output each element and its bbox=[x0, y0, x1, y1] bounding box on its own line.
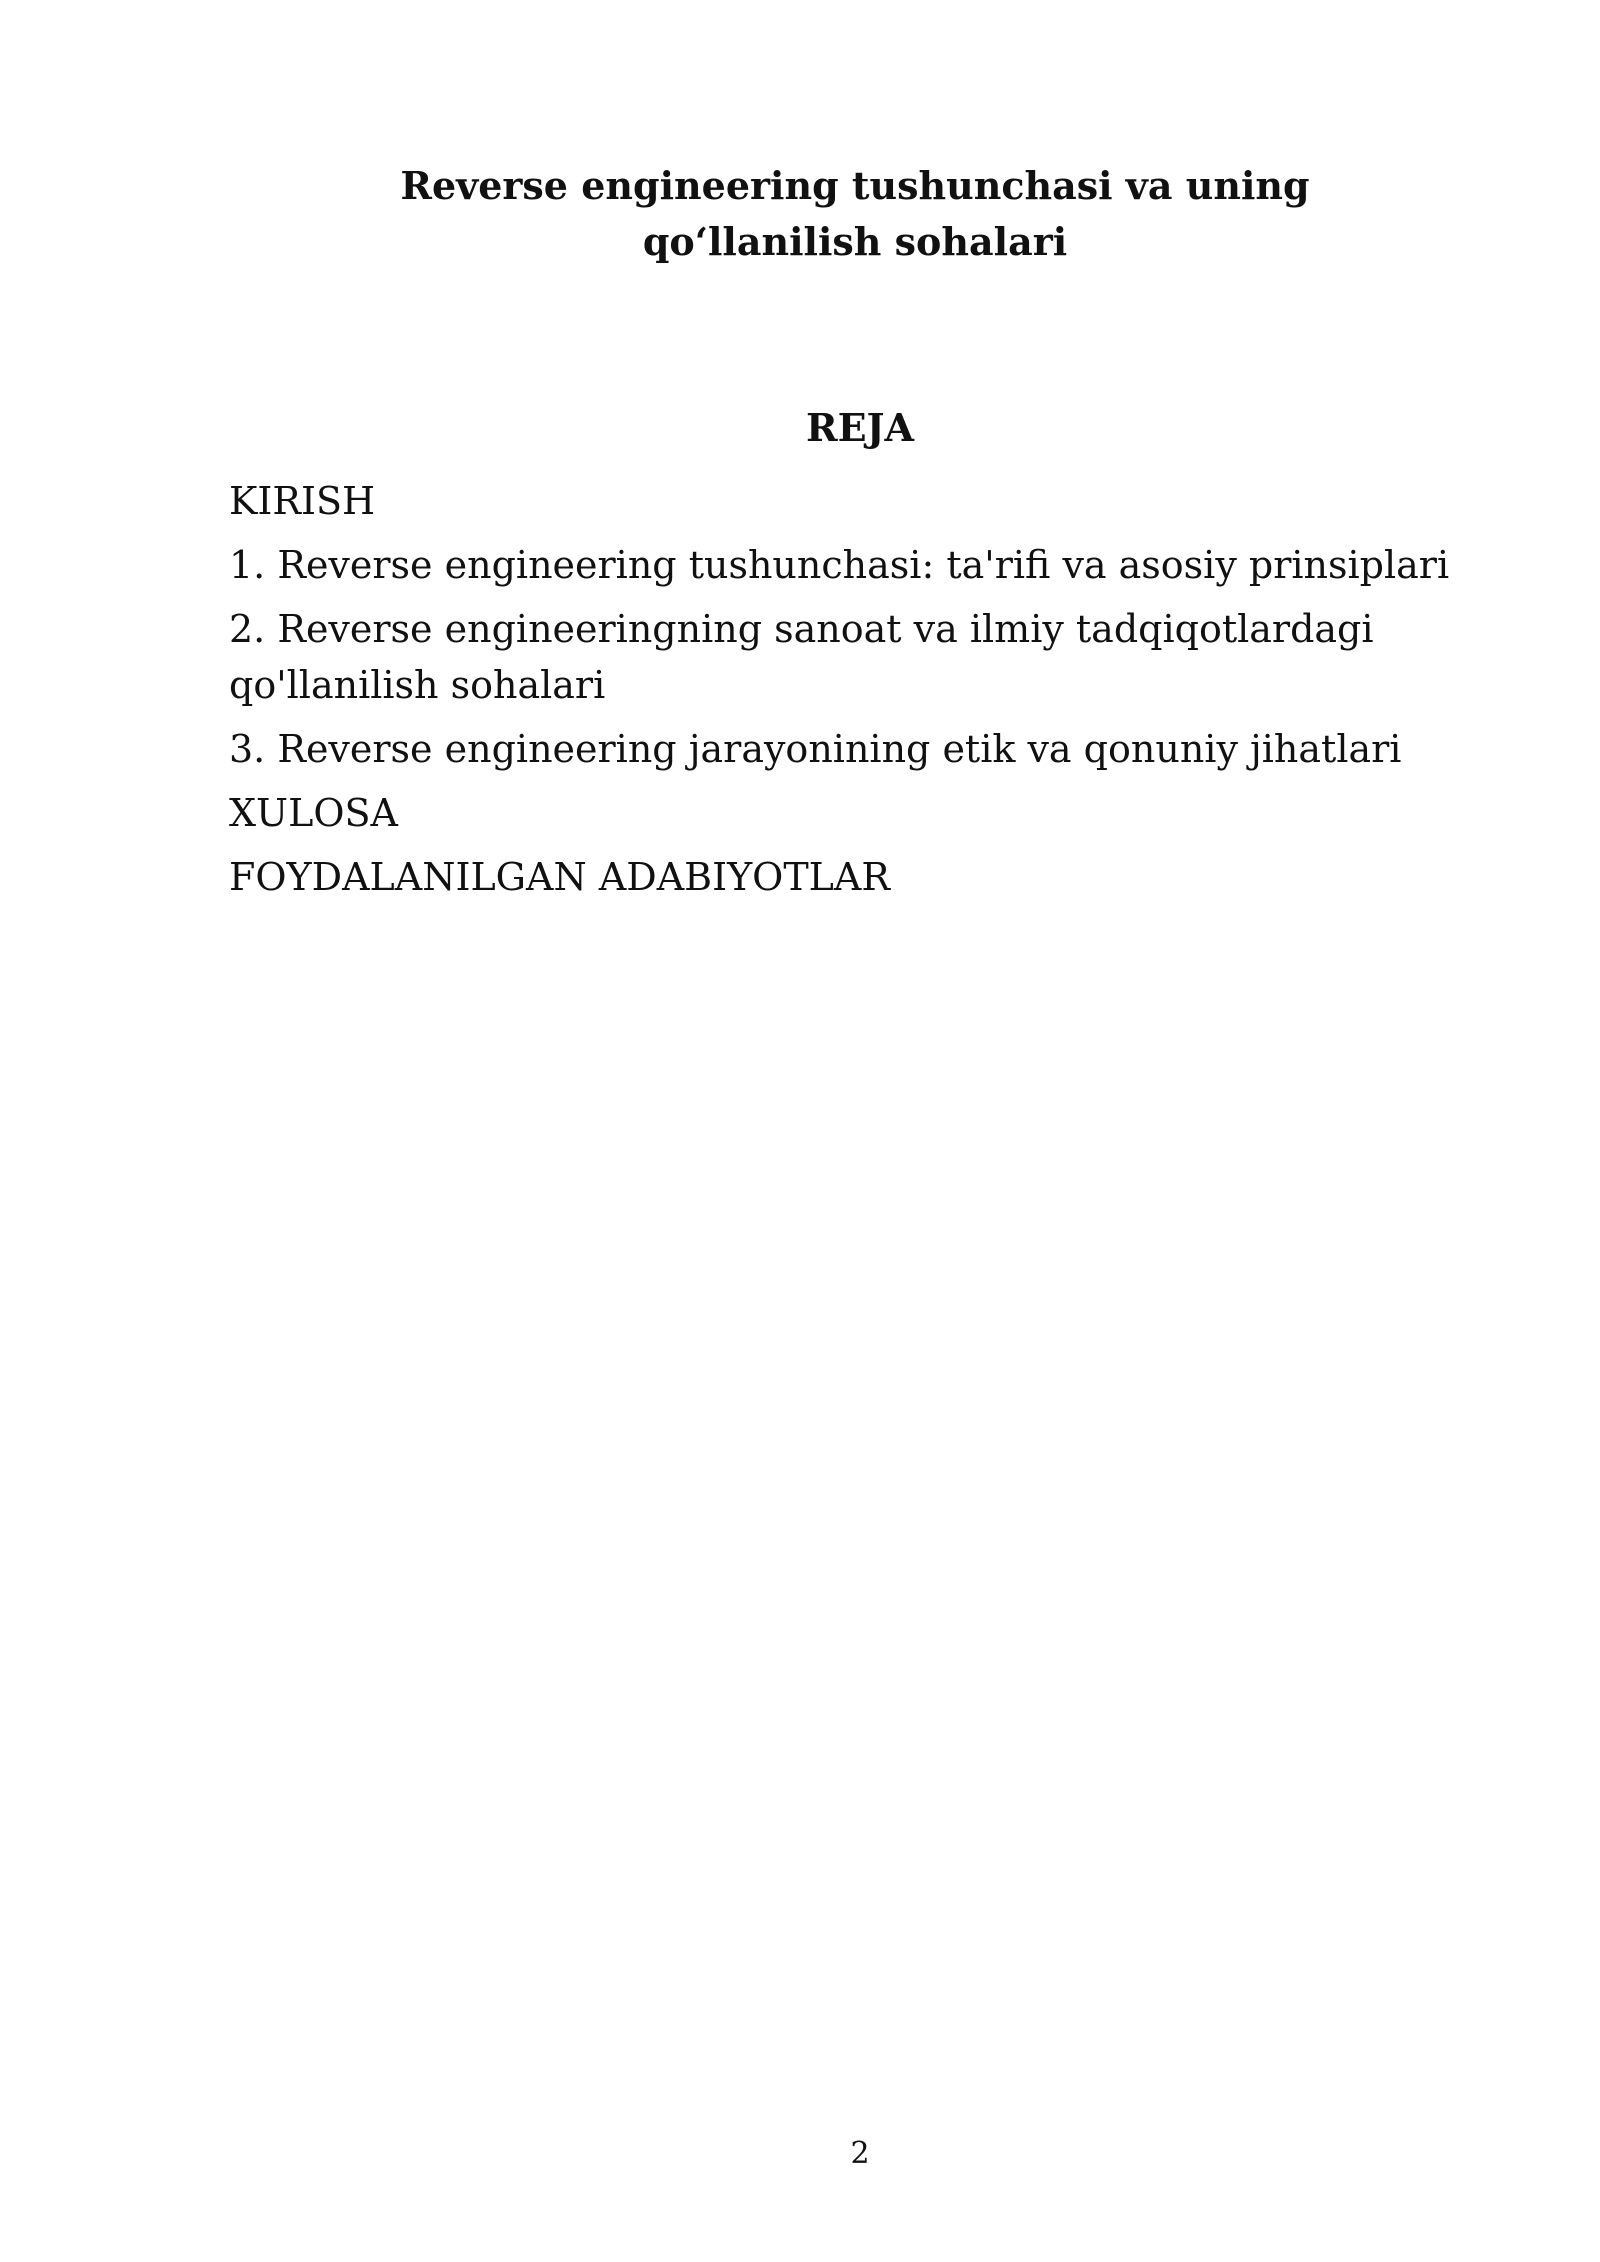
table-of-contents bbox=[229, 473, 1489, 913]
toc-item-3: 3. Reverse engineering jarayonining etik va qonuniy jihatlari bbox=[229, 727, 1402, 771]
toc-item-2: 2. Reverse engineeringning sanoat va ilmiy tadqiqotlardagi qo'llanilish sohalari bbox=[229, 607, 1374, 707]
document-title bbox=[360, 158, 1350, 270]
toc-item-conclusion: XULOSA bbox=[229, 791, 398, 835]
toc-item-references: FOYDALANILGAN ADABIYOTLAR bbox=[229, 855, 890, 899]
title-line-1: Reverse engineering tushunchasi va uning bbox=[400, 163, 1310, 208]
page-number: 2 bbox=[850, 2136, 870, 2171]
toc-item-1: 1. Reverse engineering tushunchasi: ta'rifi va asosiy prinsiplari bbox=[229, 543, 1450, 587]
title-line-2: qo‘llanilish sohalari bbox=[642, 219, 1068, 264]
toc-item-introduction: KIRISH bbox=[229, 479, 376, 523]
plan-heading: REJA bbox=[805, 405, 914, 450]
